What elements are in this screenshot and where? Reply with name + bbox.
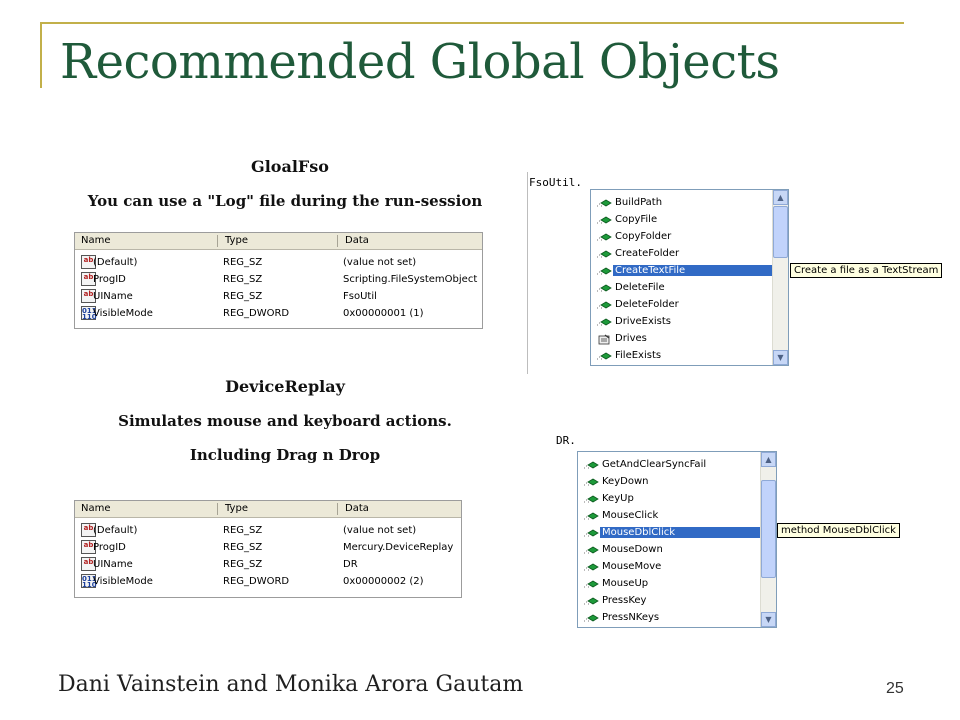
intellisense-item-label: KeyDown [602, 476, 649, 487]
registry-cell-type: REG_SZ [223, 257, 263, 268]
registry-cell-type: REG_SZ [223, 559, 263, 570]
method-icon [596, 300, 612, 310]
registry-cell-name: VisibleMode [93, 576, 153, 587]
intellisense-item[interactable] [591, 330, 772, 347]
registry-header-name[interactable]: Name [81, 235, 111, 246]
slide-title: Recommended Global Objects [60, 34, 780, 90]
registry-cell-name: UIName [93, 559, 133, 570]
intellisense-item-label: MouseClick [602, 510, 659, 521]
dr-registry-table [74, 500, 462, 598]
dr-tooltip: method MouseDblClick [777, 523, 900, 538]
registry-cell-type: REG_SZ [223, 542, 263, 553]
page-number: 25 [886, 680, 904, 697]
intellisense-item[interactable] [591, 313, 772, 330]
registry-cell-name: (Default) [93, 525, 138, 536]
intellisense-item-label: PressNKeys [602, 612, 660, 623]
scroll-down-button[interactable]: ▼ [773, 350, 788, 365]
registry-header-separator[interactable] [337, 235, 338, 247]
fso-intellisense-list[interactable] [590, 189, 789, 366]
registry-cell-type: REG_SZ [223, 291, 263, 302]
intellisense-item[interactable] [578, 541, 760, 558]
method-icon [596, 198, 612, 208]
intellisense-item-label: PressKey [602, 595, 647, 606]
registry-row[interactable] [75, 539, 461, 556]
registry-header-separator[interactable] [217, 503, 218, 515]
intellisense-item-label: MouseDblClick [600, 527, 760, 538]
registry-cell-type: REG_DWORD [223, 576, 290, 587]
intellisense-item-label: MouseMove [602, 561, 662, 572]
registry-cell-name: ProgID [93, 274, 126, 285]
registry-cell-type: REG_SZ [223, 525, 263, 536]
intellisense-item[interactable] [578, 524, 760, 541]
method-icon [583, 596, 599, 606]
registry-string-icon: ab [81, 289, 96, 303]
intellisense-item-label: MouseUp [602, 578, 649, 589]
registry-header-data[interactable]: Data [345, 503, 369, 514]
intellisense-item[interactable] [578, 507, 760, 524]
intellisense-item-label: CopyFolder [615, 231, 672, 242]
registry-header-separator[interactable] [337, 503, 338, 515]
intellisense-item[interactable] [578, 575, 760, 592]
registry-row[interactable] [75, 271, 482, 288]
intellisense-item[interactable] [578, 592, 760, 609]
intellisense-item[interactable] [578, 456, 760, 473]
intellisense-item[interactable] [578, 473, 760, 490]
registry-cell-data: Scripting.FileSystemObject [343, 274, 478, 285]
method-icon [583, 528, 599, 538]
intellisense-item[interactable] [591, 262, 772, 279]
method-icon [596, 351, 612, 361]
intellisense-item[interactable] [591, 347, 772, 364]
registry-header-data[interactable]: Data [345, 235, 369, 246]
method-icon [583, 460, 599, 470]
fso-tooltip: Create a file as a TextStream [790, 263, 942, 278]
fso-heading: GloalFso [251, 157, 329, 176]
dr-description-line1: Simulates mouse and keyboard actions. [118, 412, 452, 430]
registry-cell-data: DR [343, 559, 358, 570]
method-icon [583, 613, 599, 623]
list-scrollbar[interactable] [772, 190, 788, 365]
dr-heading: DeviceReplay [225, 377, 345, 396]
scroll-thumb[interactable] [761, 480, 776, 578]
dr-intellisense-list[interactable] [577, 451, 777, 628]
method-icon [583, 579, 599, 589]
registry-row[interactable] [75, 573, 461, 590]
registry-row[interactable] [75, 522, 461, 539]
scroll-up-button[interactable]: ▲ [773, 190, 788, 205]
property-icon [596, 334, 612, 344]
method-icon [596, 266, 612, 276]
registry-string-icon: ab [81, 255, 96, 269]
intellisense-item-label: Drives [615, 333, 647, 344]
registry-cell-name: VisibleMode [93, 308, 153, 319]
method-icon [583, 477, 599, 487]
registry-header [75, 501, 461, 518]
intellisense-item[interactable] [591, 194, 772, 211]
registry-cell-data: 0x00000001 (1) [343, 308, 424, 319]
registry-binary-icon: 011 110 [82, 575, 97, 589]
fso-registry-table [74, 232, 483, 329]
intellisense-item-label: GetAndClearSyncFail [602, 459, 707, 470]
method-icon [596, 232, 612, 242]
method-icon [583, 511, 599, 521]
intellisense-item[interactable] [578, 490, 760, 507]
registry-binary-icon: 011 110 [82, 307, 97, 321]
registry-header-type[interactable]: Type [225, 503, 248, 514]
intellisense-item[interactable] [591, 245, 772, 262]
slide-frame-top [40, 22, 904, 24]
registry-row[interactable] [75, 556, 461, 573]
scroll-up-button[interactable]: ▲ [761, 452, 776, 467]
intellisense-item-label: DeleteFolder [615, 299, 679, 310]
intellisense-item[interactable] [578, 558, 760, 575]
intellisense-item[interactable] [578, 609, 760, 626]
registry-header-name[interactable]: Name [81, 503, 111, 514]
intellisense-item-label: DeleteFile [615, 282, 665, 293]
registry-string-icon: ab [81, 272, 96, 286]
intellisense-item-label: KeyUp [602, 493, 634, 504]
registry-header-separator[interactable] [217, 235, 218, 247]
scroll-thumb[interactable] [773, 206, 788, 258]
intellisense-item-label: DriveExists [615, 316, 672, 327]
intellisense-item-label: CreateFolder [615, 248, 680, 259]
fso-editor-margin [527, 172, 528, 374]
registry-string-icon: ab [81, 523, 96, 537]
registry-cell-name: UIName [93, 291, 133, 302]
intellisense-item[interactable] [591, 228, 772, 245]
registry-cell-type: REG_SZ [223, 274, 263, 285]
intellisense-item-label: BuildPath [615, 197, 663, 208]
registry-cell-data: 0x00000002 (2) [343, 576, 424, 587]
registry-string-icon: ab [81, 557, 96, 571]
registry-header-type[interactable]: Type [225, 235, 248, 246]
intellisense-item-label: MouseDown [602, 544, 663, 555]
registry-row[interactable] [75, 305, 482, 322]
registry-string-icon: ab [81, 540, 96, 554]
fso-description: You can use a "Log" file during the run-session [87, 192, 483, 210]
dr-description-line2: Including Drag n Drop [189, 446, 381, 464]
registry-row[interactable] [75, 288, 482, 305]
intellisense-item-label: CreateTextFile [613, 265, 772, 276]
intellisense-item[interactable] [591, 279, 772, 296]
registry-cell-data: FsoUtil [343, 291, 377, 302]
scroll-down-button[interactable]: ▼ [761, 612, 776, 627]
registry-cell-name: (Default) [93, 257, 138, 268]
method-icon [583, 562, 599, 572]
registry-header [75, 233, 482, 250]
registry-cell-name: ProgID [93, 542, 126, 553]
registry-cell-data: Mercury.DeviceReplay [343, 542, 454, 553]
registry-row[interactable] [75, 254, 482, 271]
registry-cell-data: (value not set) [343, 257, 417, 268]
method-icon [583, 545, 599, 555]
method-icon [596, 317, 612, 327]
intellisense-item-label: FileExists [615, 350, 662, 361]
intellisense-item-label: CopyFile [615, 214, 658, 225]
registry-cell-type: REG_DWORD [223, 308, 290, 319]
dr-code-text: DR. [556, 434, 576, 447]
registry-cell-data: (value not set) [343, 525, 417, 536]
method-icon [596, 249, 612, 259]
method-icon [583, 494, 599, 504]
list-scrollbar[interactable] [760, 452, 776, 627]
intellisense-item[interactable] [591, 211, 772, 228]
slide-frame-left [40, 22, 42, 88]
intellisense-item[interactable] [591, 296, 772, 313]
fso-code-text: FsoUtil. [529, 176, 582, 189]
method-icon [596, 283, 612, 293]
slide-footer: Dani Vainstein and Monika Arora Gautam [58, 672, 524, 697]
method-icon [596, 215, 612, 225]
